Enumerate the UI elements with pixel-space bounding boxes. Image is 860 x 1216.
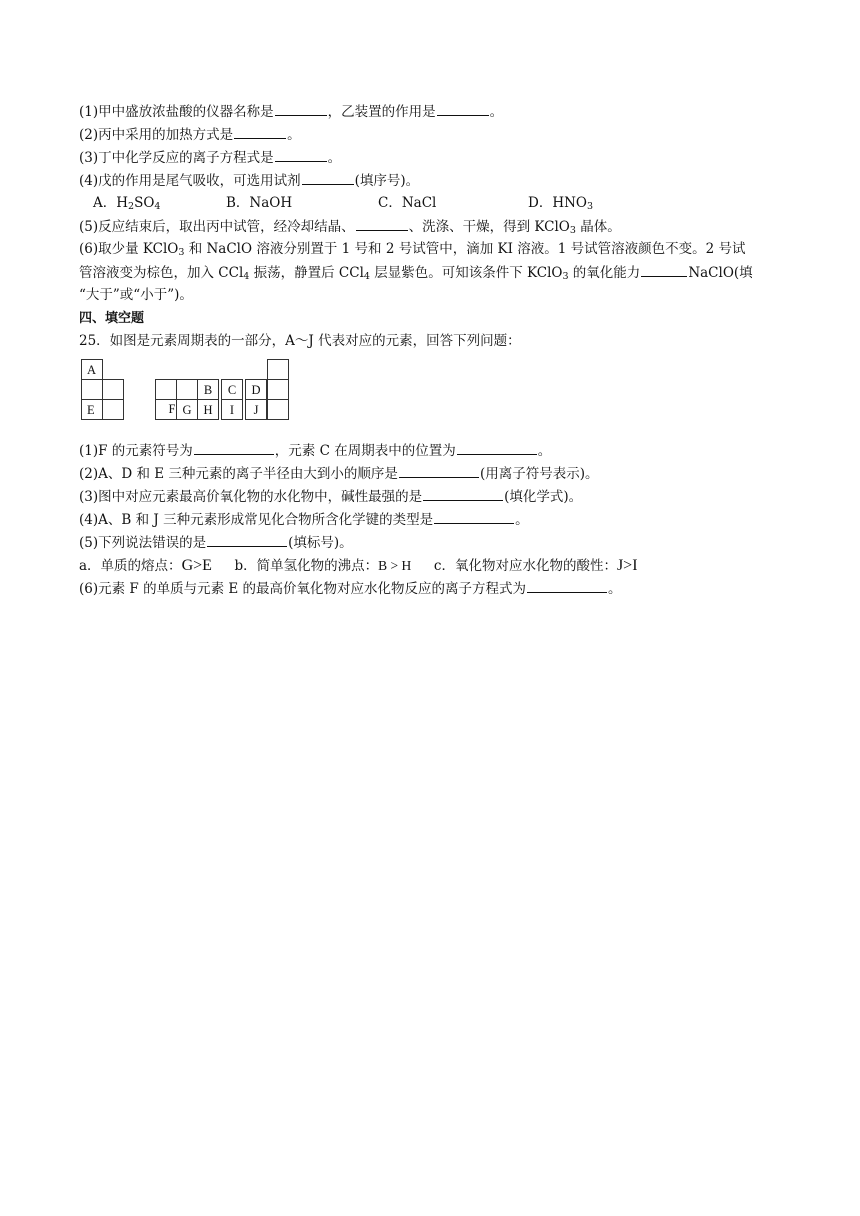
cell-H: H [197,399,219,420]
cell-G: G [176,399,198,420]
cell-empty [102,399,124,420]
option-b: b．简单氢化物的沸点： [234,558,379,574]
periodic-table-fragment [79,359,799,437]
option-b[interactable]: B．NaOH [226,195,293,211]
q24-part1 [79,100,799,123]
q24-part2 [79,123,799,146]
answer-blank[interactable] [399,462,479,478]
cell-empty [155,379,177,400]
cell-C: C [221,379,243,400]
text: (3)丁中化学反应的离子方程式是 [79,150,274,166]
text: 晶体。 [575,219,621,235]
text: (填序号)。 [354,173,420,189]
q24-options [79,192,799,215]
answer-blank[interactable] [302,169,354,185]
answer-blank[interactable] [434,508,514,524]
answer-blank[interactable] [641,261,687,277]
text: (2)丙中采用的加热方式是 [79,127,234,143]
cell-B: B [197,379,219,400]
answer-blank[interactable] [207,531,287,547]
section-heading: 四、填空题 [79,311,145,326]
q24-part6-line2: 管溶液变为棕色，加入 CCl$_4$ 振荡，静置后 CCl$_4$ 层显紫色。可知该条件下 KClO$_3$ 的氧化能力 NaClO(填 [79,261,799,284]
option-a: a．单质的熔点： [79,558,182,574]
cell-D: D [245,379,267,400]
text: (4)戊的作用是尾气吸收，可选用试剂 [79,173,301,189]
q25-part4: (4)A、B 和 J 三种元素形成常见化合物所含化学键的类型是 。 [79,508,799,531]
q24-part4 [79,169,799,192]
option-c[interactable]: C．NaCl [378,195,437,211]
cell-empty [267,399,289,420]
cell-empty [267,359,289,380]
text: 。 [489,104,504,120]
cell-J: J [245,399,267,420]
answer-blank[interactable] [275,100,327,116]
answer-blank[interactable] [356,215,408,231]
q24-part5: (5)反应结束后，取出丙中试管，经冷却结晶、 、洗涤、干燥，得到 KClO$_3$ 晶体。 [79,215,799,238]
answer-blank[interactable] [527,577,607,593]
option-c: c．氧化物对应水化物的酸性： [433,558,617,574]
q25-part1: (1)F 的元素符号为 ，元素 C 在周期表中的位置为 。 [79,439,799,462]
q24-part3 [79,146,799,169]
answer-blank[interactable] [234,123,286,139]
q25-part5: (5)下列说法错误的是 (填标号)。 [79,531,799,554]
option-a[interactable]: A．$H_2SO_4$ [93,195,161,212]
cell-empty [102,379,124,400]
answer-blank[interactable] [437,100,489,116]
cell-I: I [221,399,243,420]
document-page [79,100,799,600]
text: (5)反应结束后，取出丙中试管，经冷却结晶、 [79,219,355,235]
q25-options: a．单质的熔点：G>E b．简单氢化物的沸点：B > H c．氧化物对应水化物的酸性：J>I [79,557,638,574]
answer-blank[interactable] [457,439,537,455]
text: (1)甲中盛放浓盐酸的仪器名称是 [79,104,274,120]
option-d[interactable]: D．$HNO_3$ [528,195,594,212]
cell-A: A [81,359,103,380]
text: 。 [287,127,301,143]
cell-F: F [168,402,176,416]
q25-part3: (3)图中对应元素最高价氧化物的水化物中，碱性最强的是 (填化学式)。 [79,485,799,508]
text: 、洗涤、干燥，得到 KClO [408,219,570,235]
q24-part6-line3: “大于”或“小于”)。 [79,287,193,303]
answer-blank[interactable] [194,439,274,455]
cell-empty [267,379,289,400]
text: ，乙装置的作用是 [327,104,436,120]
q25-intro: 25．如图是元素周期表的一部分，A～J 代表对应的元素，回答下列问题： [79,333,521,349]
text: 。 [327,150,342,166]
cell-empty [176,379,198,400]
answer-blank[interactable] [423,485,503,501]
q24-part6-line1: (6)取少量 KClO$_3$ 和 NaClO 溶液分别置于 1 号和 2 号试管中，滴加 KI 溶液。1 号试管溶液颜色不变。2 号试 [79,241,746,258]
q25-part6: (6)元素 F 的单质与元素 E 的最高价氧化物对应水化物反应的离子方程式为 。 [79,577,799,600]
cell-empty [81,379,103,400]
cell-E: E [81,399,103,420]
q25-part2: (2)A、D 和 E 三种元素的离子半径由大到小的顺序是 (用离子符号表示)。 [79,462,799,485]
answer-blank[interactable] [275,146,327,162]
